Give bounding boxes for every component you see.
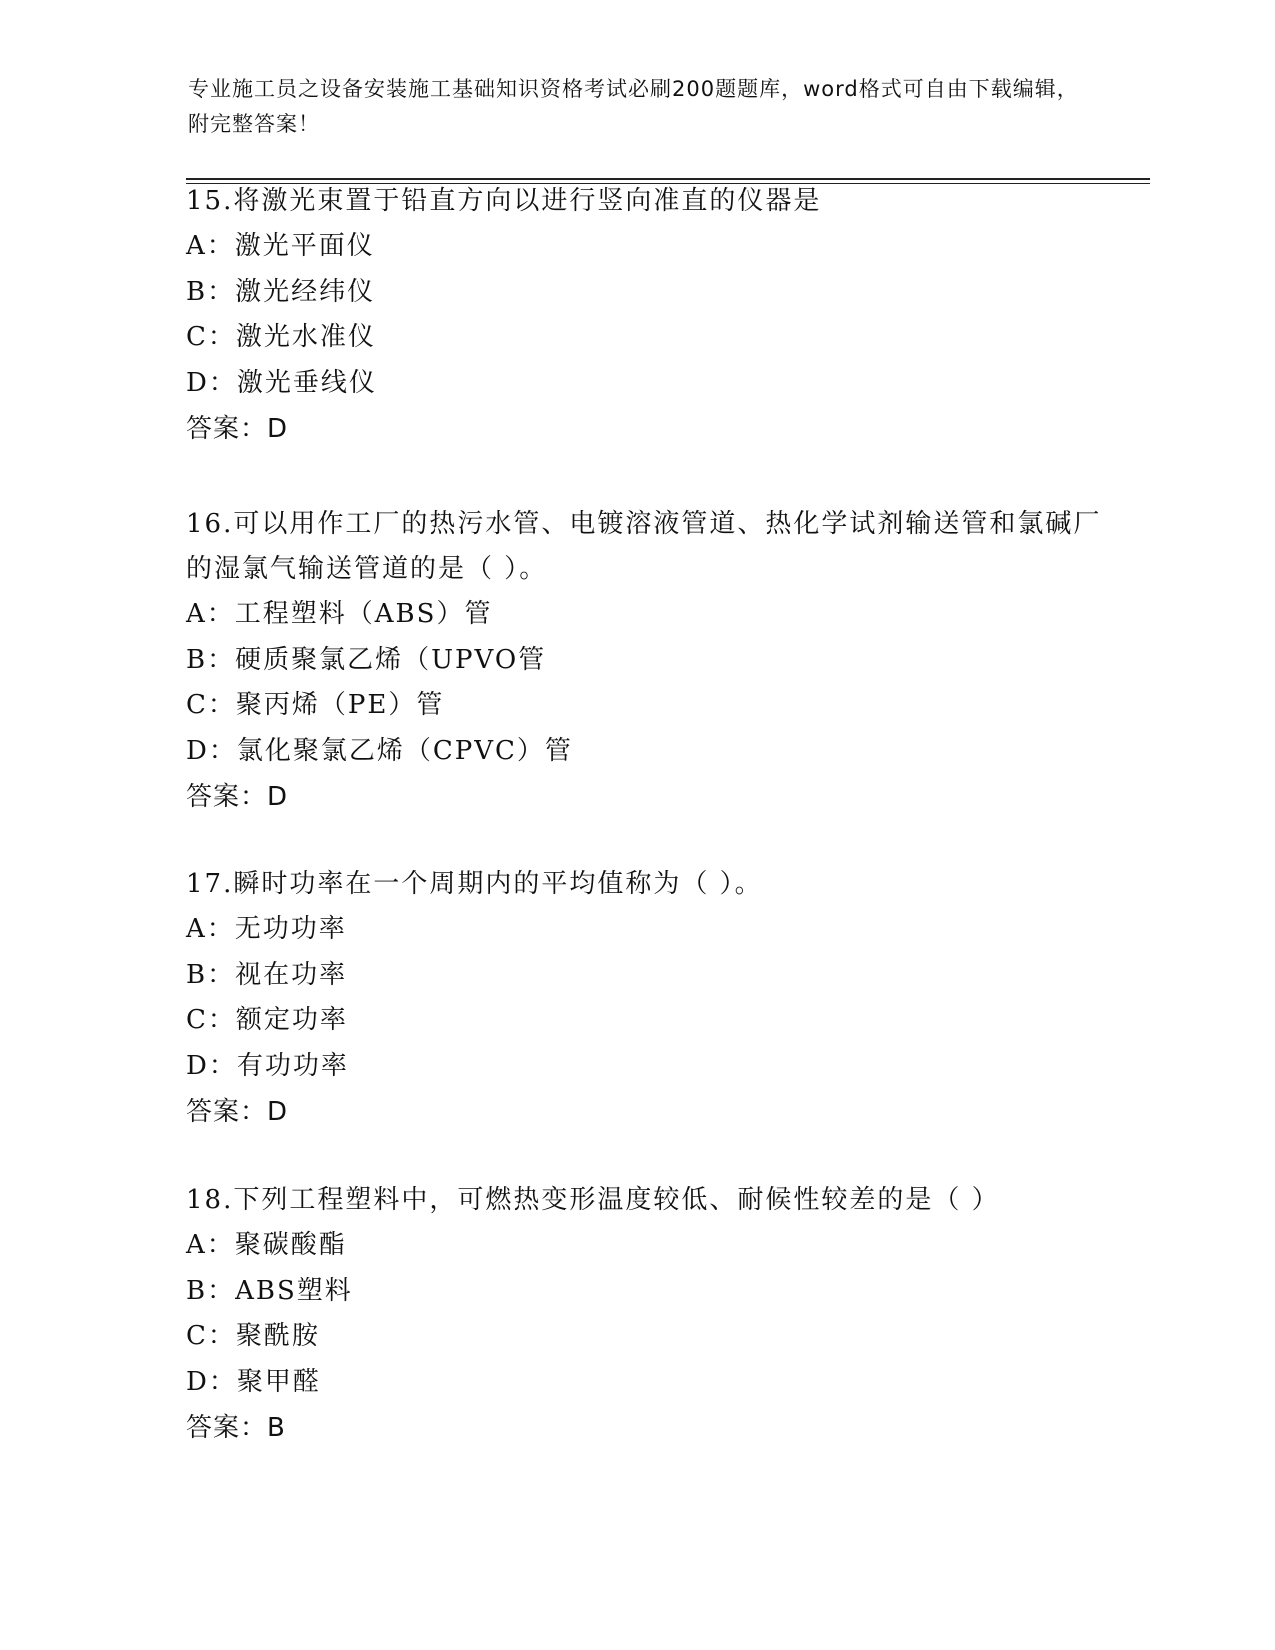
option-d: D：激光垂线仪 <box>186 367 377 398</box>
question-17 <box>186 862 1106 1135</box>
option-c: C：额定功率 <box>186 1005 348 1035</box>
option-b: B：ABS塑料 <box>186 1275 353 1306</box>
answer: 答案：D <box>186 414 289 444</box>
option-b: B：视在功率 <box>186 959 348 990</box>
question-stem: 18.下列工程塑料中，可燃热变形温度较低、耐候性较差的是（ ） <box>186 1185 1000 1215</box>
question-stem: 16.可以用作工厂的热污水管、电镀溶液管道、热化学试剂输送管和氯碱厂的湿氯气输送管道的是（ ）。 <box>186 509 1102 584</box>
option-a: A：工程塑料（ABS）管 <box>186 599 493 629</box>
option-d: D：有功功率 <box>186 1050 349 1081</box>
document-header: 专业施工员之设备安装施工基础知识资格考试必刷200题题库，word格式可自由下载编辑，附完整答案！ <box>188 77 1079 136</box>
question-stem: 17.瞬时功率在一个周期内的平均值称为（ ）。 <box>186 869 763 899</box>
answer: 答案：D <box>186 782 289 812</box>
option-a: A：激光平面仪 <box>186 231 375 261</box>
question-15 <box>186 179 1106 452</box>
option-c: C：聚丙烯（PE）管 <box>186 690 445 720</box>
question-stem: 15.将激光束置于铅直方向以进行竖向准直的仪器是 <box>186 186 822 216</box>
question-16 <box>186 502 1106 820</box>
option-d: D：聚甲醛 <box>186 1366 321 1397</box>
option-b: B：激光经纬仪 <box>186 276 376 307</box>
option-d: D：氯化聚氯乙烯（CPVC）管 <box>186 735 573 766</box>
option-a: A：聚碳酸酯 <box>186 1230 347 1260</box>
question-18 <box>186 1178 1106 1451</box>
option-b: B：硬质聚氯乙烯（UPVO管 <box>186 644 547 675</box>
answer: 答案：D <box>186 1097 289 1127</box>
option-c: C：激光水准仪 <box>186 322 376 352</box>
option-c: C：聚酰胺 <box>186 1321 320 1351</box>
option-a: A：无功功率 <box>186 914 347 944</box>
answer: 答案：B <box>186 1413 286 1443</box>
